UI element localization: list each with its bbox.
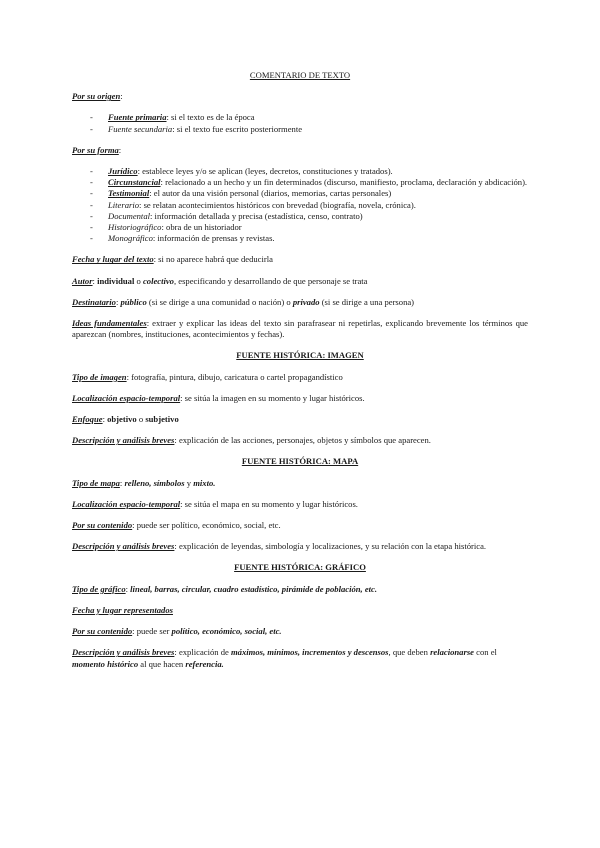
- grafico-descripcion-momento: momento histórico: [72, 658, 139, 669]
- dash-bullet: -: [90, 177, 93, 188]
- list-item-term: Fuente primaria: [108, 112, 167, 123]
- grafico-fecha-paragraph: [72, 605, 528, 616]
- grafico-descripcion-referencia: referencia.: [185, 658, 224, 669]
- list-item: [72, 124, 528, 135]
- grafico-descripcion-paragraph: [72, 647, 528, 669]
- list-item: [72, 233, 528, 244]
- mapa-descripcion-paragraph: [72, 541, 528, 552]
- document-title: COMENTARIO DE TEXTO: [249, 70, 351, 80]
- list-item-term: Monográfico: [108, 233, 153, 244]
- list-item-term: Historiográfico: [108, 222, 162, 233]
- mapa-tipo-term: Tipo de mapa: [72, 477, 120, 488]
- imagen-localizacion-text: : se sitúa la imagen en su momento y lugar históricos.: [180, 392, 365, 403]
- destinatario-paragraph: [72, 297, 528, 308]
- destinatario-term: Destinatario: [72, 296, 116, 307]
- list-item-term: Literario: [108, 199, 140, 210]
- grafico-contenido-term: Por su contenido: [72, 626, 133, 637]
- autor-sep: :: [92, 275, 98, 286]
- list-item: [72, 188, 528, 199]
- list-item-term: Documental: [108, 210, 151, 221]
- imagen-enfoque-o: o: [136, 414, 146, 425]
- dash-bullet: -: [90, 166, 93, 177]
- list-item-term: Jurídico: [108, 166, 138, 177]
- list-item: [72, 200, 528, 211]
- list-item-term: Fuente secundaria: [108, 123, 173, 134]
- autor-colectivo: colectivo: [142, 275, 174, 286]
- fecha-texto-term: Fecha y lugar del texto: [72, 254, 154, 265]
- grafico-descripcion-text-3: al que hacen: [138, 658, 186, 669]
- list-item-text: : si el texto fue escrito posteriormente: [172, 123, 303, 134]
- autor-term: Autor: [72, 275, 93, 286]
- imagen-localizacion-term: Localización espacio-temporal: [72, 392, 181, 403]
- mapa-localizacion-paragraph: [72, 499, 528, 510]
- list-item: [72, 166, 528, 177]
- origen-heading: [72, 91, 528, 102]
- mapa-localizacion-term: Localización espacio-temporal: [72, 498, 181, 509]
- grafico-tipo-values: lineal, barras, circular, cuadro estadístico, pirámide de población, etc.: [130, 583, 377, 594]
- mapa-tipo-relleno: relleno, símbolos: [124, 477, 185, 488]
- grafico-descripcion-relacionarse: relacionarse: [430, 647, 474, 658]
- fecha-texto-paragraph: [72, 254, 528, 265]
- forma-heading-label: Por su forma: [72, 144, 119, 155]
- imagen-tipo-term: Tipo de imagen: [72, 371, 127, 382]
- grafico-tipo-term: Tipo de gráfico: [72, 583, 126, 594]
- grafico-tipo-sep: :: [125, 583, 131, 594]
- autor-o: o: [134, 275, 143, 286]
- grafico-tipo-paragraph: [72, 584, 528, 595]
- imagen-enfoque-sep: :: [102, 414, 108, 425]
- mapa-descripcion-text: : explicación de leyendas, simbología y localizaciones, y su relación con la etapa histórica.: [174, 541, 487, 552]
- forma-colon: :: [118, 144, 122, 155]
- list-item-term: Testimonial: [108, 188, 150, 199]
- list-item-text: : información detallada y precisa (estadística, censo, contrato): [150, 210, 363, 221]
- list-item-text: : el autor da una visión personal (diarios, memorias, cartas personales): [149, 188, 392, 199]
- document-body: [72, 70, 528, 680]
- destinatario-text-2: (si se dirige a una persona): [319, 296, 415, 307]
- grafico-contenido-text: : puede ser: [132, 626, 172, 637]
- ideas-paragraph: [72, 318, 528, 340]
- imagen-localizacion-paragraph: [72, 393, 528, 404]
- list-item-text: : obra de un historiador: [161, 222, 242, 233]
- dash-bullet: -: [90, 123, 93, 134]
- mapa-section-title: FUENTE HISTÓRICA: MAPA: [241, 456, 359, 467]
- dash-bullet: -: [90, 210, 93, 221]
- list-item: [72, 222, 528, 233]
- dash-bullet: -: [90, 233, 93, 244]
- origen-heading-label: Por su origen: [72, 91, 121, 102]
- autor-individual: individual: [97, 275, 135, 286]
- grafico-descripcion-term: Descripción y análisis breves: [72, 647, 175, 658]
- list-item-text: : relacionado a un hecho y un fin determinados (discurso, manifiesto, proclama, declaración y abdicación).: [160, 177, 528, 188]
- imagen-enfoque-paragraph: [72, 414, 528, 425]
- dash-bullet: -: [90, 188, 93, 199]
- grafico-descripcion-text-1: , que deben: [388, 647, 431, 658]
- imagen-section-title: FUENTE HISTÓRICA: IMAGEN: [236, 350, 364, 361]
- destinatario-sep: :: [115, 296, 121, 307]
- mapa-contenido-term: Por su contenido: [72, 520, 133, 531]
- imagen-tipo-paragraph: [72, 372, 528, 383]
- grafico-fecha-term: Fecha y lugar representados: [72, 604, 173, 615]
- ideas-term: Ideas fundamentales: [72, 318, 147, 329]
- origen-colon: :: [120, 91, 123, 102]
- destinatario-publico: público: [120, 296, 147, 307]
- list-item-text: : información de prensas y revistas.: [152, 233, 275, 244]
- imagen-enfoque-term: Enfoque: [72, 414, 103, 425]
- dash-bullet: -: [90, 199, 93, 210]
- imagen-descripcion-paragraph: [72, 435, 528, 446]
- dash-bullet: -: [90, 222, 93, 233]
- mapa-tipo-paragraph: [72, 478, 528, 489]
- autor-paragraph: [72, 276, 528, 287]
- origen-list: [72, 112, 528, 134]
- list-item-text: : establece leyes y/o se aplican (leyes, decretos, constituciones y tratados).: [137, 166, 393, 177]
- list-item: [72, 177, 528, 188]
- forma-heading: [72, 145, 528, 156]
- mapa-descripcion-term: Descripción y análisis breves: [72, 541, 175, 552]
- imagen-descripcion-text: : explicación de las acciones, personajes, objetos y símbolos que aparecen.: [174, 435, 431, 446]
- mapa-contenido-text: : puede ser político, económico, social, etc.: [132, 520, 281, 531]
- imagen-descripcion-term: Descripción y análisis breves: [72, 435, 175, 446]
- grafico-section-title: FUENTE HISTÓRICA: GRÁFICO: [234, 562, 366, 573]
- grafico-contenido-values: político, económico, social, etc.: [171, 626, 282, 637]
- dash-bullet: -: [90, 112, 93, 123]
- ideas-text: : extraer y explicar las ideas del texto sin parafrasear ni repetirlas, explicando brevemente los términos que aparezcan (nombres, instituciones, acontecimientos y fechas).: [72, 318, 528, 340]
- mapa-tipo-mixto: mixto.: [193, 477, 216, 488]
- list-item: [72, 112, 528, 123]
- grafico-descripcion-maximos: máximos, mínimos, incrementos y descensos: [230, 647, 389, 658]
- grafico-contenido-paragraph: [72, 626, 528, 637]
- imagen-tipo-text: : fotografía, pintura, dibujo, caricatura o cartel propagandístico: [126, 371, 343, 382]
- mapa-tipo-y: y: [184, 477, 194, 488]
- grafico-descripcion-text-0: : explicación de: [174, 647, 231, 658]
- imagen-enfoque-subjetivo: subjetivo: [145, 414, 179, 425]
- grafico-descripcion-text-2: con el: [473, 647, 497, 658]
- autor-text: , especificando y desarrollando de que personaje se trata: [173, 275, 368, 286]
- imagen-enfoque-objetivo: objetivo: [107, 414, 137, 425]
- mapa-localizacion-text: : se sitúa el mapa en su momento y lugar históricos.: [180, 498, 358, 509]
- list-item-text: : si el texto es de la época: [166, 112, 255, 123]
- destinatario-text-1: (si se dirige a una comunidad o nación) o: [146, 296, 293, 307]
- forma-list: [72, 166, 528, 244]
- list-item: [72, 211, 528, 222]
- mapa-tipo-sep: :: [119, 477, 125, 488]
- list-item-term: Circunstancial: [108, 177, 161, 188]
- destinatario-privado: privado: [292, 296, 320, 307]
- mapa-contenido-paragraph: [72, 520, 528, 531]
- fecha-texto-text: : si no aparece habrá que deducirla: [153, 254, 273, 265]
- list-item-text: : se relatan acontecimientos históricos con brevedad (biografía, novela, crónica).: [139, 199, 416, 210]
